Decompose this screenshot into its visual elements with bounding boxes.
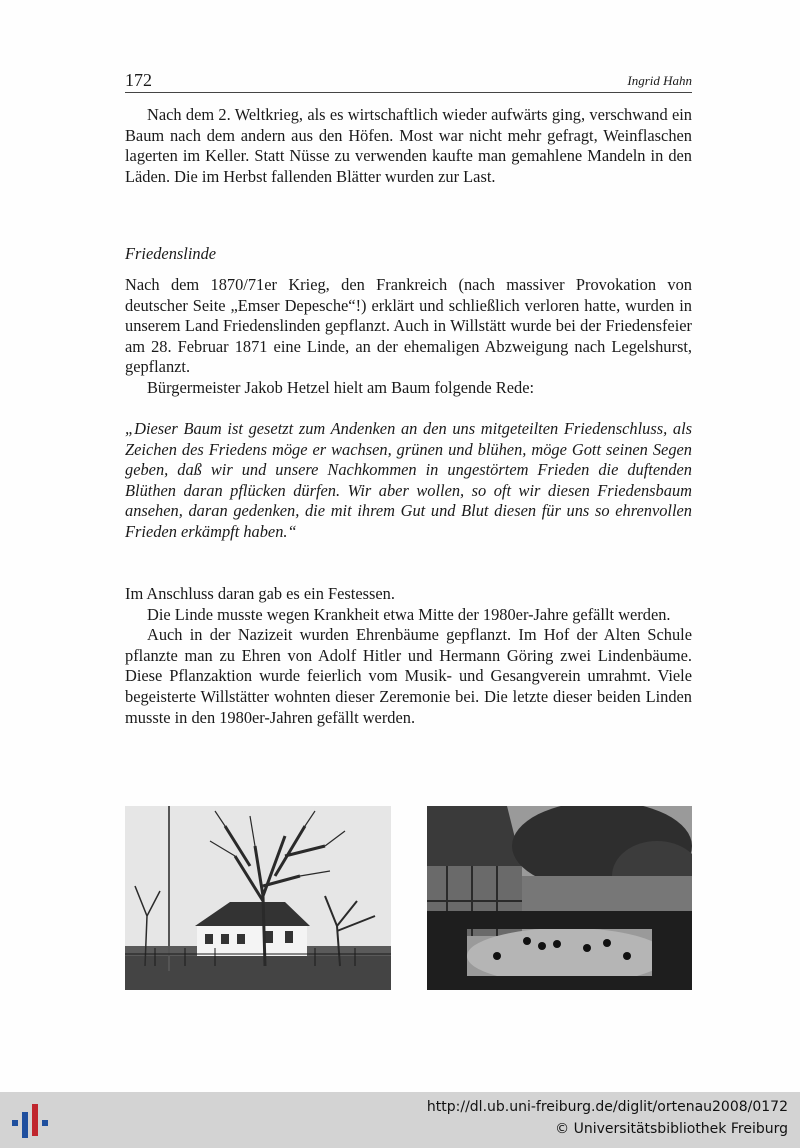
intro-text [125,105,692,187]
paragraph-3: Im Anschluss daran gab es ein Festessen. [125,584,395,603]
photo-ceremony-courtyard [427,806,692,990]
page-author: Ingrid Hahn [627,73,692,88]
intro-paragraph: Nach dem 2. Weltkrieg, als es wirtschaftlich wieder aufwärts ging, verschwand ein Baum nach dem andern aus den Höfen. Most war nicht mehr gefragt, Weinflaschen lagerten im Keller. Statt Nüsse zu verwenden kaufte man gemahlene Mandeln in den Läden. Die im Herbst fallenden Blätter wurden zur Last. [125,105,692,186]
friedenslinde-section [125,244,692,265]
speech-quote: „Dieser Baum ist gesetzt zum Andenken an den uns mitgeteilten Friedenschluss, als Zeichen des Friedens möge er wachsen, grünen und blühen, möge Gott seinen Segen geben, daß wir und unsere Nachkommen in ungestörtem Frieden die duftenden Blüthen daran pflücken dürfen. Wir aber wollen, so oft wir diesen Friedensbaum ansehen, daran gedenken, die mit ihrem Gut und Blut diesen für uns so ehrenvollen Frieden erkämpft haben.“ [125,419,692,541]
footer-copyright: © Universitätsbibliothek Freiburg [555,1121,788,1137]
paragraph-4: Die Linde musste wegen Krankheit etwa Mitte der 1980er-Jahre gefällt werden. [147,604,671,624]
bw-photo-crowd-courtyard [427,806,692,990]
section-heading: Friedenslinde [125,244,217,263]
quote-block [125,419,692,543]
footer-url-link[interactable]: http://dl.ub.uni-freiburg.de/diglit/ortenau2008/0172 [426,1099,788,1115]
history-text [125,275,692,399]
page-header [125,70,692,93]
library-logo-icon[interactable] [10,1098,50,1142]
paragraph-1: Nach dem 1870/71er Krieg, den Frankreich (nach massiver Provokation von deutscher Seite „Emser Depesche“!) erklärt und schließlich verloren hatte, wurden in unserem Land Friedenslinden gepflanzt. Auch in Willstätt wurde bei der Friedensfeier am 28. Februar 1871 eine Linde, an der ehemaligen Abzweigung nach Legelshurst, gepflanzt. [125,275,692,377]
bw-photo-tree-house [125,806,391,990]
closing-text [125,584,692,728]
page-number: 172 [125,70,152,90]
paragraph-2: Bürgermeister Jakob Hetzel hielt am Baum folgende Rede: [147,377,535,397]
paragraph-5: Auch in der Nazizeit wurden Ehrenbäume gepflanzt. Im Hof der Alten Schule pflanzte man zu Ehren von Adolf Hitler und Hermann Göring zwei Lindenbäume. Diese Pflanzaktion wurde feierlich vom Musik- und Gesangverein umrahmt. Viele begeisterte Willstätter wohnten dieser Zeremonie bei. Die letzte dieser beiden Linden musste in den 1980er-Jahren gefällt werden. [125,625,692,727]
footer-bar [0,1092,800,1148]
photo-tree-schoolhouse [125,806,391,990]
